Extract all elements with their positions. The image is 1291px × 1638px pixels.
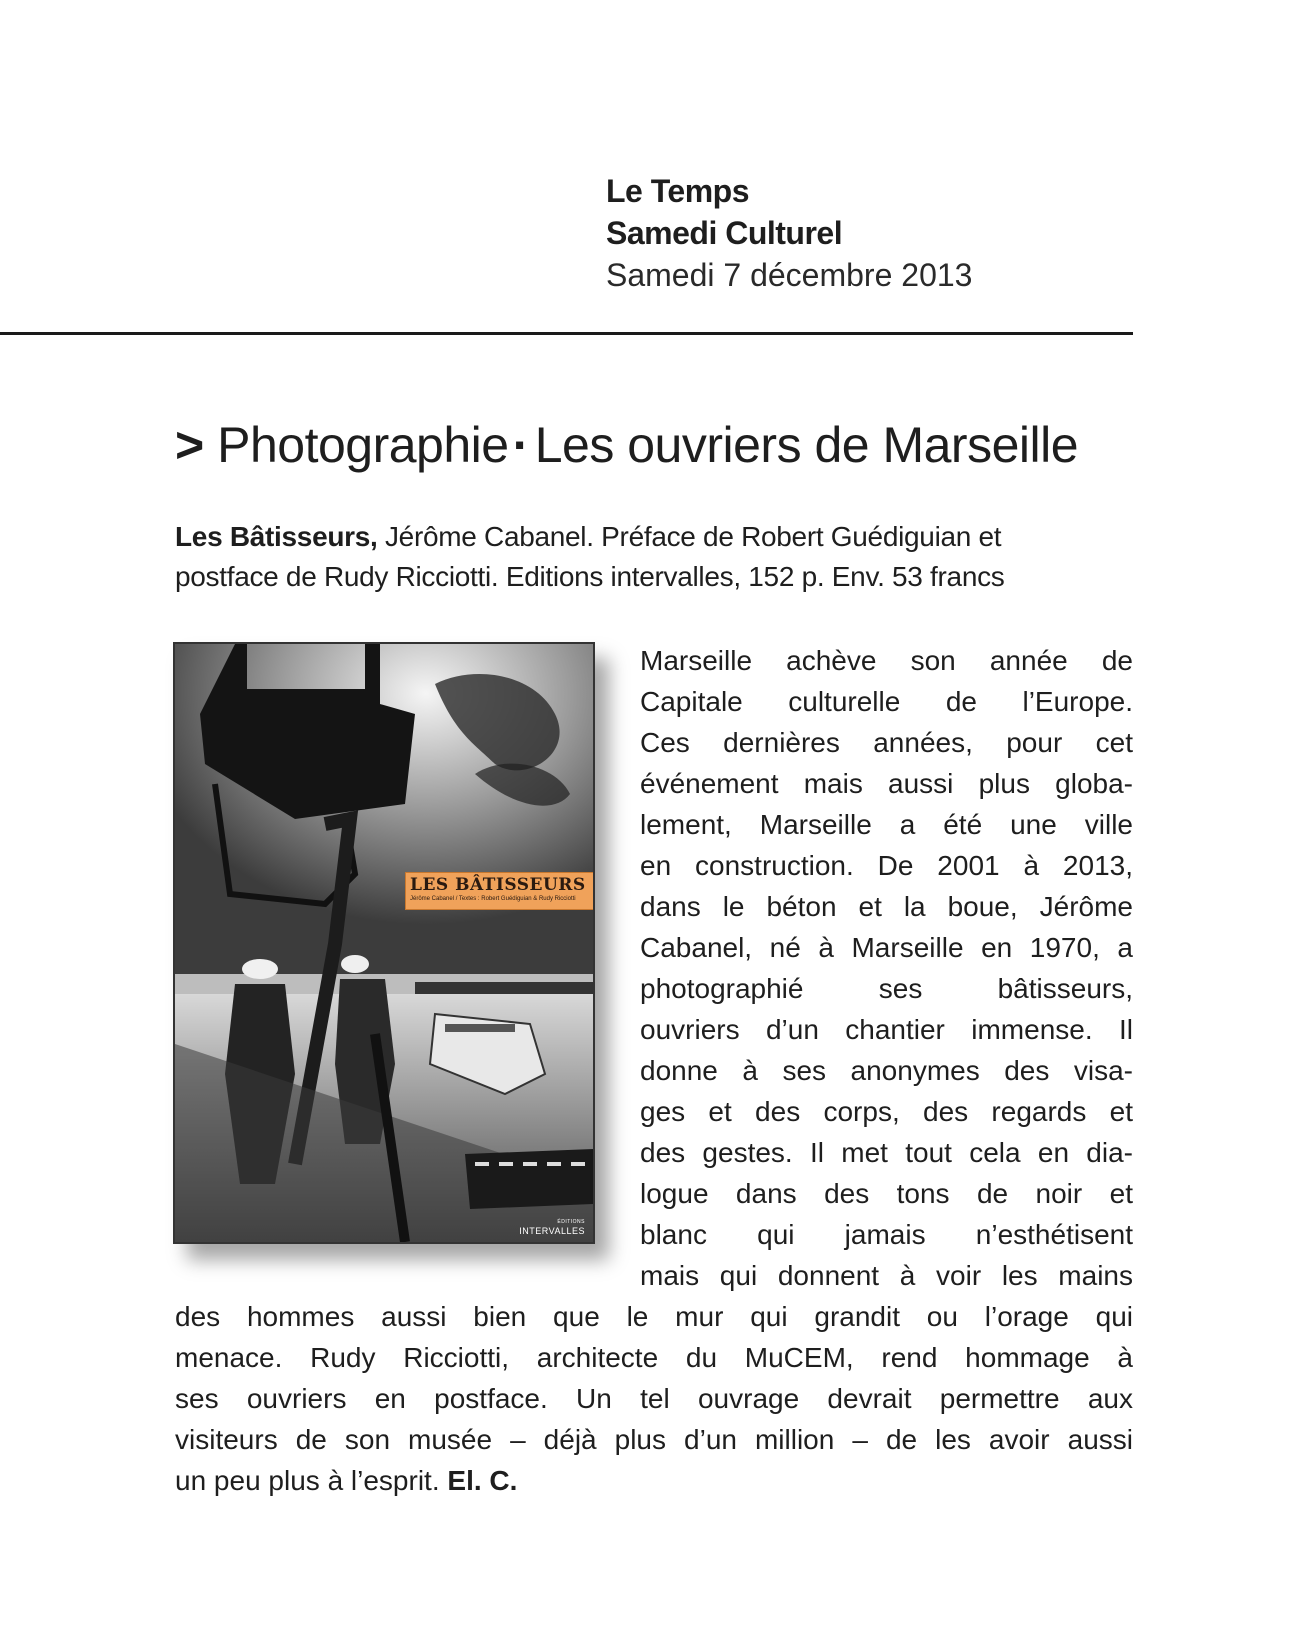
cover-photo-illustration	[175, 644, 593, 1242]
credits-line-2: postface de Rudy Ricciotti. Editions intervalles, 152 p. Env. 53 francs	[175, 561, 1005, 592]
article-body-full-width	[175, 1296, 1133, 1501]
article-body-column	[640, 640, 1133, 1296]
publication-date: Samedi 7 décembre 2013	[606, 257, 973, 293]
header-divider	[0, 332, 1133, 335]
book-credits	[175, 517, 1135, 597]
cover-publisher-small: ÉDITIONS	[557, 1219, 585, 1225]
cover-title-band	[405, 872, 595, 910]
article-line: visiteurs de son musée – déjà plus d’un million – de les avoir aussi	[175, 1424, 1133, 1455]
article-headline	[175, 415, 1078, 475]
article-line: lement, Marseille a été une ville	[640, 809, 1133, 840]
article-line: Cabanel, né à Marseille en 1970, a	[640, 932, 1133, 963]
article-final-line	[175, 1460, 1133, 1501]
section-name: Samedi Culturel	[606, 215, 843, 251]
article-line: ouvriers d’un chantier immense. Il	[640, 1014, 1133, 1045]
article-line: événement mais aussi plus globa-	[640, 768, 1133, 799]
article-line: Ces dernières années, pour cet	[640, 727, 1133, 758]
rubric-label: Photographie	[217, 417, 509, 473]
author-signature: El. C.	[447, 1465, 518, 1496]
article-line: photographié ses bâtisseurs,	[640, 973, 1133, 1004]
article-line: blanc qui jamais n’esthétisent	[640, 1219, 1133, 1250]
article-line: menace. Rudy Ricciotti, architecte du MuCEM, rend hommage à	[175, 1342, 1133, 1373]
cover-title: LES BÂTISSEURS	[410, 875, 586, 895]
article-line: logue dans des tons de noir et	[640, 1178, 1133, 1209]
cover-publisher-logo	[519, 1218, 585, 1236]
masthead	[606, 170, 972, 296]
article-line: des gestes. Il met tout cela en dia-	[640, 1137, 1133, 1168]
article-line: mais qui donnent à voir les mains	[640, 1260, 1133, 1291]
headline-title: Les ouvriers de Marseille	[534, 417, 1079, 473]
article-line: des hommes aussi bien que le mur qui grandit ou l’orage qui	[175, 1301, 1133, 1332]
book-cover-image	[173, 642, 595, 1244]
publication-name: Le Temps	[606, 173, 749, 209]
credits-line-1: Jérôme Cabanel. Préface de Robert Guédiguian et	[377, 521, 1002, 552]
cover-publisher-name: INTERVALLES	[519, 1226, 585, 1236]
article-line: Capitale culturelle de l’Europe.	[640, 686, 1133, 717]
article-line: donne à ses anonymes des visa-	[640, 1055, 1133, 1086]
article-line: ses ouvriers en postface. Un tel ouvrage devrait permettre aux	[175, 1383, 1133, 1414]
article-line: ges et des corps, des regards et	[640, 1096, 1133, 1127]
article-final-text: un peu plus à l’esprit.	[175, 1465, 448, 1496]
bullet-separator: ·	[512, 417, 529, 473]
chevron-right-icon: >	[175, 417, 204, 473]
article-line: dans le béton et la boue, Jérôme	[640, 891, 1133, 922]
cover-subtitle: Jérôme Cabanel / Textes : Robert Guédiguian & Rudy Ricciotti	[410, 896, 576, 902]
article-line: Marseille achève son année de	[640, 645, 1133, 676]
book-title: Les Bâtisseurs,	[175, 521, 378, 552]
article-line: en construction. De 2001 à 2013,	[640, 850, 1133, 881]
